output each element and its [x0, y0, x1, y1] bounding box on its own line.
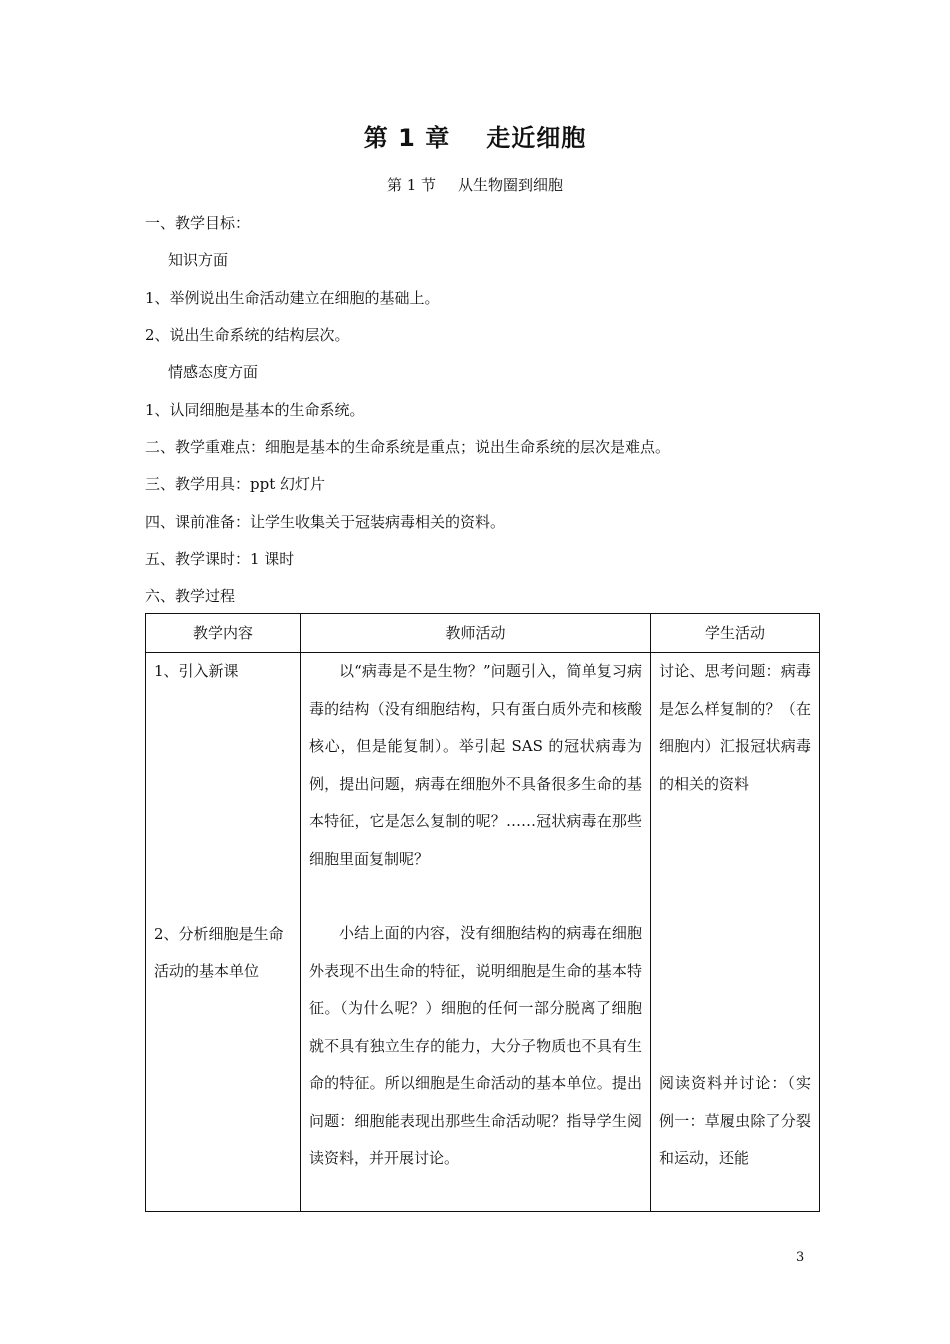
- content-cell: [146, 653, 301, 1212]
- heading-preparation: 四、课前准备：让学生收集关于冠装病毒相关的资料。: [145, 513, 506, 531]
- section-name: 从生物圈到细胞: [458, 176, 564, 194]
- heading-teaching-tools: 三、教学用具：ppt 幻灯片: [145, 475, 326, 493]
- chapter-name: 走近细胞: [486, 124, 587, 152]
- teacher-paragraph-1: 以“病毒是不是生物？”问题引入，简单复习病毒的结构（没有细胞结构，只有蛋白质外壳和核酸核心，但是能复制）。举引起 SAS 的冠状病毒为例，提出问题，病毒在细胞外不具备很多生命的基本特征，它是怎么复制的呢？……冠状病毒在那些细胞里面复制呢？: [309, 662, 642, 868]
- content-item-1: 1、引入新课: [154, 662, 239, 680]
- table-row: [146, 653, 820, 1212]
- header-teacher-activity: 教师活动: [301, 614, 651, 653]
- heading-key-points: 二、教学重难点：细胞是基本的生命系统是重点；说出生命系统的层次是难点。: [145, 438, 671, 456]
- page-number: 3: [796, 1250, 805, 1265]
- knowledge-item-1: 1、举例说出生命活动建立在细胞的基础上。: [145, 289, 440, 307]
- chapter-title: [0, 118, 950, 153]
- student-cell: [651, 653, 820, 1212]
- subheading-knowledge: 知识方面: [168, 251, 229, 269]
- teacher-paragraph-2: 小结上面的内容，没有细胞结构的病毒在细胞外表现不出生命的特征，说明细胞是生命的基本特征。（为什么呢？）细胞的任何一部分脱离了细胞就不具有独立生存的能力，大分子物质也不具有生命的特征。所以细胞是生命活动的基本单位。提出问题：细胞能表现出那些生命活动呢？指导学生阅读资料，并开展讨论。: [309, 924, 642, 1167]
- heading-class-hours: 五、教学课时：1 课时: [145, 550, 295, 568]
- section-title: [0, 174, 950, 195]
- table-header-row: [146, 614, 820, 653]
- header-student-activity: 学生活动: [651, 614, 820, 653]
- attitude-item-1: 1、认同细胞是基本的生命系统。: [145, 401, 365, 419]
- knowledge-item-2: 2、说出生命系统的结构层次。: [145, 326, 350, 344]
- student-paragraph-2: 阅读资料并讨论：（实例一：草履虫除了分裂和运动，还能: [659, 1074, 811, 1167]
- content-item-2: 2、分析细胞是生命活动的基本单位: [154, 924, 284, 980]
- teacher-cell: [301, 653, 651, 1212]
- chapter-number: 第 1 章: [363, 124, 451, 152]
- section-number: 第 1 节: [386, 176, 437, 194]
- heading-teaching-goals: 一、教学目标：: [145, 214, 251, 232]
- subheading-attitude: 情感态度方面: [168, 363, 259, 381]
- student-paragraph-1: 讨论、思考问题：病毒是怎么样复制的？（在细胞内）汇报冠状病毒的相关的资料: [659, 662, 811, 793]
- teaching-process-table: [145, 613, 820, 1212]
- header-teaching-content: 教学内容: [146, 614, 301, 653]
- heading-teaching-process: 六、教学过程: [145, 587, 236, 605]
